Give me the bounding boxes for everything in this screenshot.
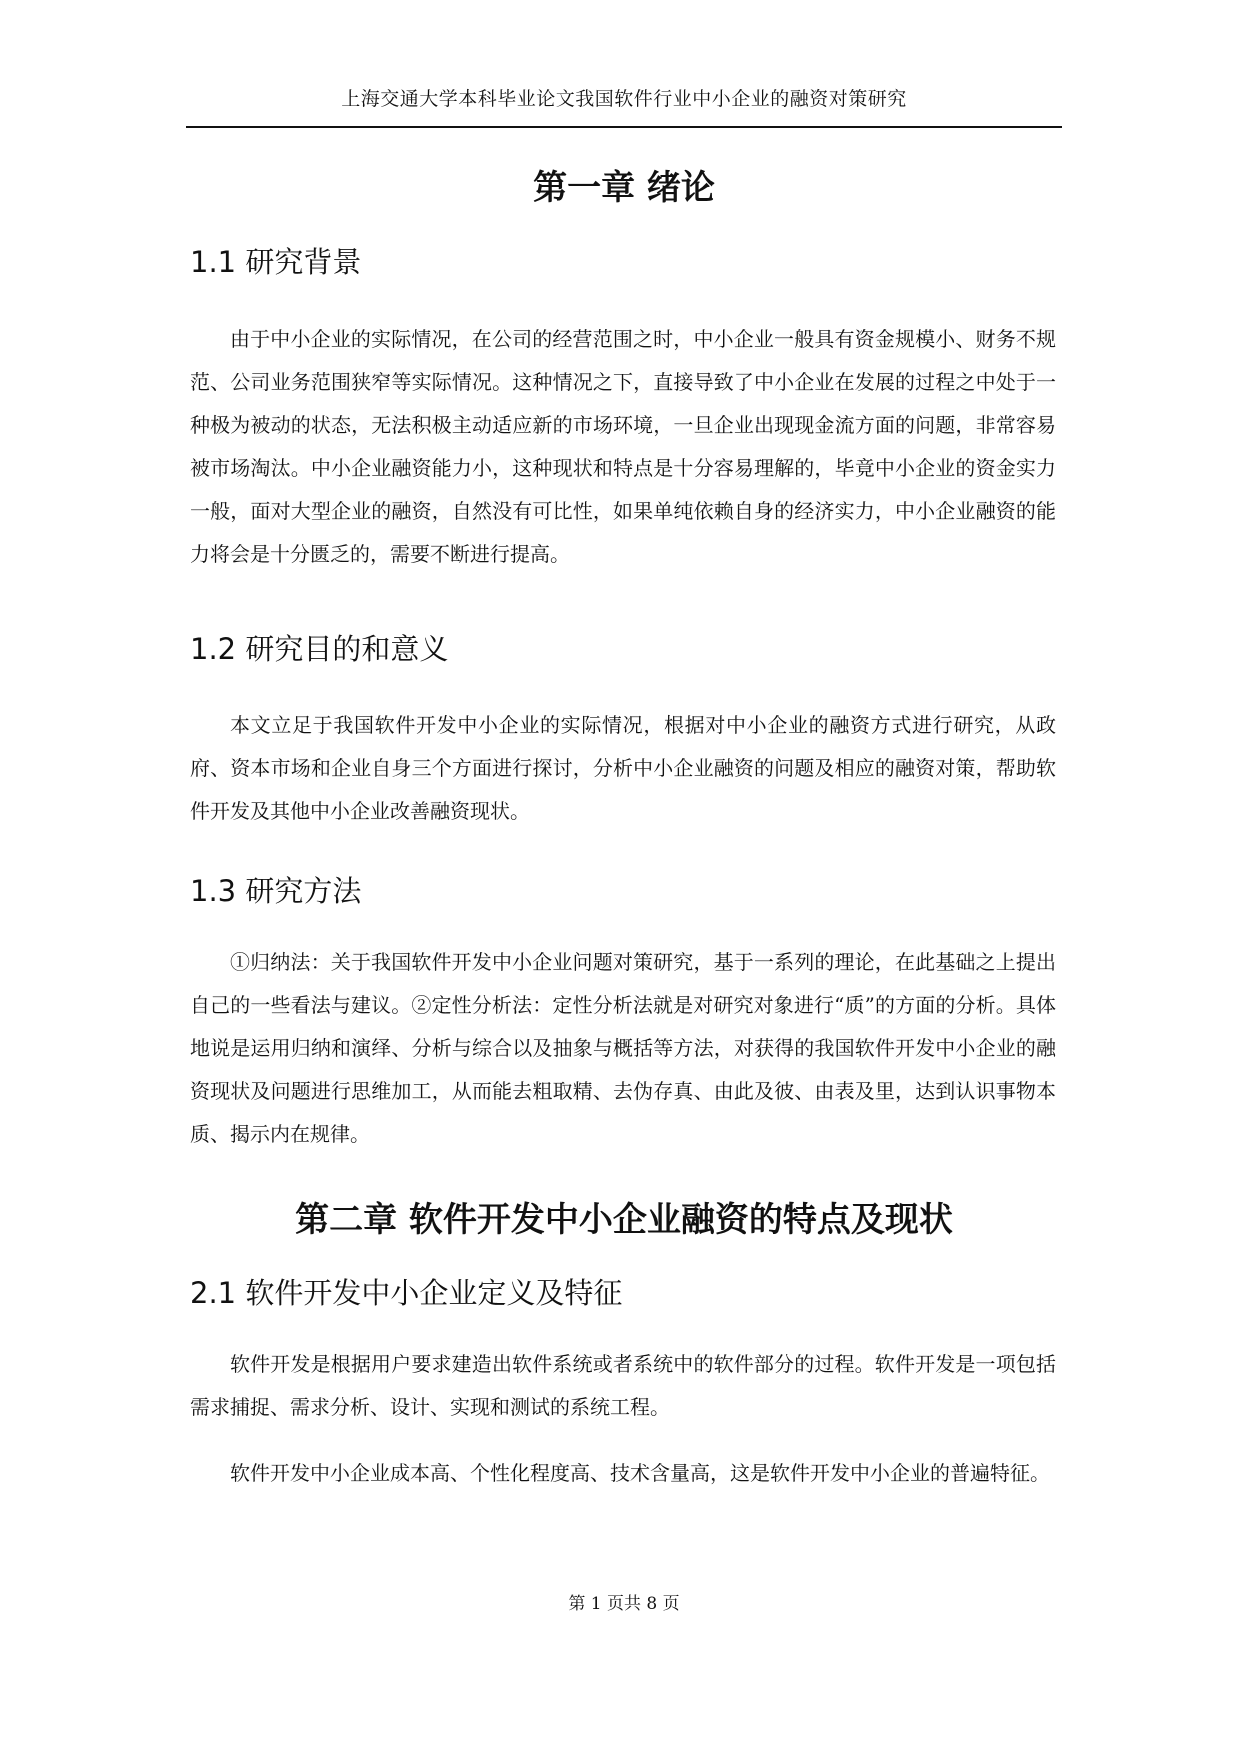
header-divider	[186, 126, 1062, 128]
chapter-1-title: 第一章 绪论	[533, 168, 715, 208]
section-1-2-heading: 1.2 研究目的和意义	[190, 632, 449, 666]
section-2-1-heading: 2.1 软件开发中小企业定义及特征	[190, 1276, 623, 1310]
section-1-3-heading: 1.3 研究方法	[190, 874, 362, 908]
section-1-3-paragraph: ①归纳法：关于我国软件开发中小企业问题对策研究，基于一系列的理论，在此基础之上提出自己的一些看法与建议。②定性分析法：定性分析法就是对研究对象进行“质”的方面的分析。具体地说是运用归纳和演绎、分析与综合以及抽象与概括等方法，对获得的我国软件开发中小企业的融资现状及问题进行思维加工，从而能去粗取精、去伪存真、由此及彼、由表及里，达到认识事物本质、揭示内在规律。	[190, 950, 1056, 1146]
chapter-2-title: 第二章 软件开发中小企业融资的特点及现状	[295, 1200, 953, 1240]
section-1-2-paragraph: 本文立足于我国软件开发中小企业的实际情况，根据对中小企业的融资方式进行研究，从政府、资本市场和企业自身三个方面进行探讨，分析中小企业融资的问题及相应的融资对策，帮助软件开发及其他中小企业改善融资现状。	[190, 713, 1056, 823]
section-2-1-paragraph-1: 软件开发是根据用户要求建造出软件系统或者系统中的软件部分的过程。软件开发是一项包括需求捕捉、需求分析、设计、实现和测试的系统工程。	[190, 1352, 1056, 1419]
running-header: 上海交通大学本科毕业论文我国软件行业中小企业的融资对策研究	[341, 88, 907, 110]
page-number: 第 1 页共 8 页	[568, 1594, 680, 1614]
section-1-1-heading: 1.1 研究背景	[190, 245, 362, 279]
section-1-1-paragraph: 由于中小企业的实际情况，在公司的经营范围之时，中小企业一般具有资金规模小、财务不规范、公司业务范围狭窄等实际情况。这种情况之下，直接导致了中小企业在发展的过程之中处于一种极为被动的状态，无法积极主动适应新的市场环境，一旦企业出现现金流方面的问题，非常容易被市场淘汰。中小企业融资能力小，这种现状和特点是十分容易理解的，毕竟中小企业的资金实力一般，面对大型企业的融资，自然没有可比性，如果单纯依赖自身的经济实力，中小企业融资的能力将会是十分匮乏的，需要不断进行提高。	[190, 327, 1056, 566]
section-2-1-paragraph-2: 软件开发中小企业成本高、个性化程度高、技术含量高，这是软件开发中小企业的普遍特征。	[230, 1461, 1050, 1485]
